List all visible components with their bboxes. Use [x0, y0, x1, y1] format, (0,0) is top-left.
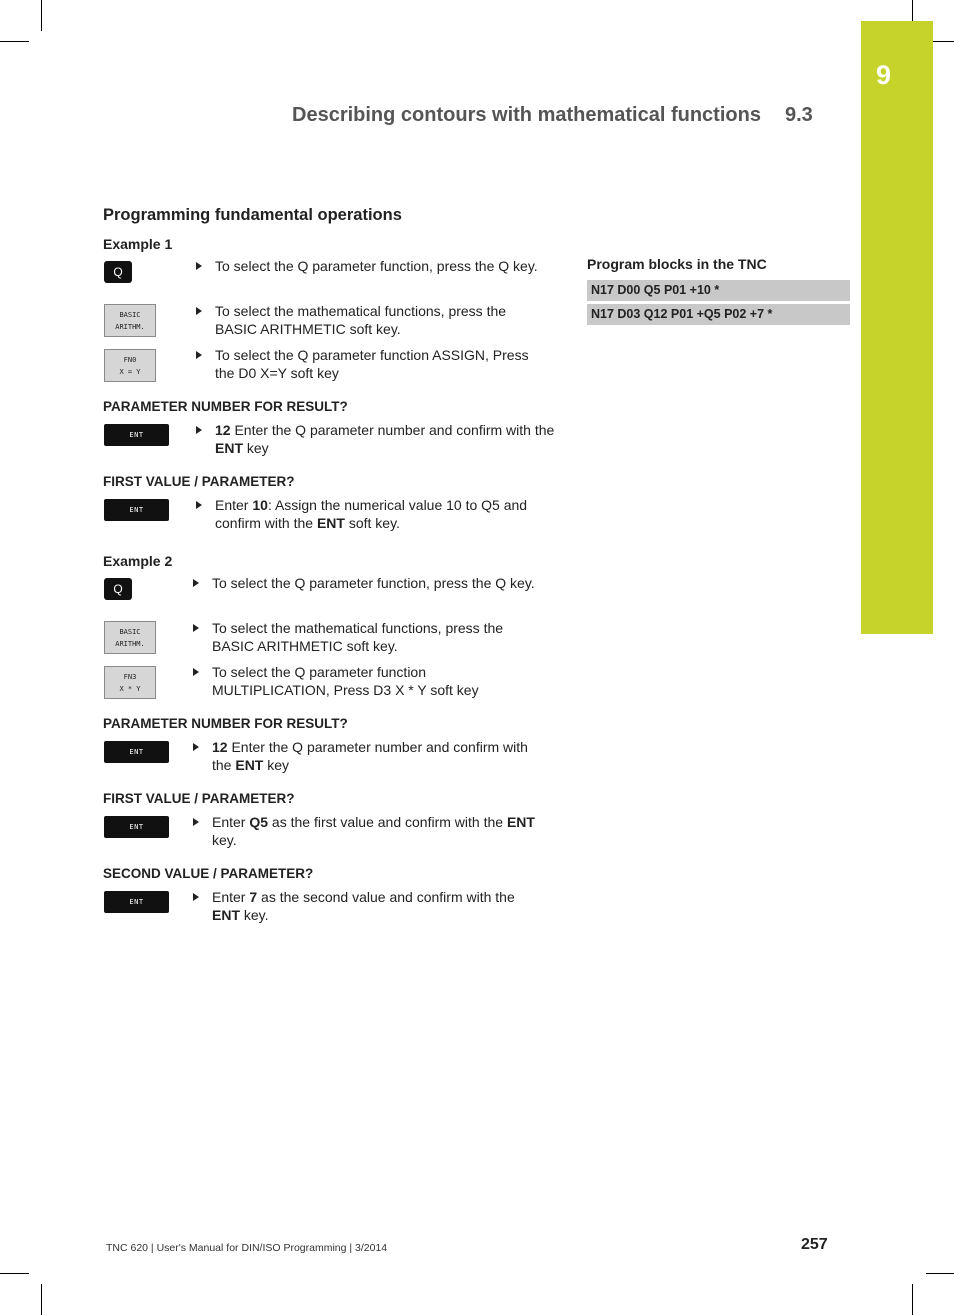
basic-arithmetic-softkey: BASIC ARITHM. [104, 304, 156, 337]
section-number: 9.3 [784, 104, 813, 126]
dialog-prompt: PARAMETER NUMBER FOR RESULT? [103, 399, 348, 414]
basic-arithmetic-softkey: BASIC ARITHM. [104, 621, 156, 654]
ent-key: ENT [104, 891, 169, 913]
footer-text: TNC 620 | User's Manual for DIN/ISO Programming | 3/2014 [106, 1242, 388, 1254]
running-title: Describing contours with mathematical functions [292, 104, 761, 126]
q-key: Q [104, 578, 132, 600]
program-block-row: N17 D00 Q5 P01 +10 * [587, 280, 850, 301]
step-item: Enter 10: Assign the numerical value 10 to Q5 and confirm with the ENT soft key. [196, 496, 548, 532]
step-item: To select the Q parameter function ASSIGN, Press the D0 X=Y soft key [196, 346, 546, 382]
bullet-arrow-icon [193, 579, 199, 587]
step-item: Enter 7 as the second value and confirm with the ENT key. [193, 888, 543, 924]
ent-key: ENT [104, 499, 169, 521]
crop-mark [912, 0, 913, 22]
step-item: 12 Enter the Q parameter number and confirm with the ENT key [193, 738, 533, 774]
dialog-prompt: SECOND VALUE / PARAMETER? [103, 866, 314, 881]
bullet-arrow-icon [193, 624, 199, 632]
bullet-arrow-icon [193, 668, 199, 676]
crop-mark [0, 41, 29, 42]
step-item: To select the mathematical functions, press the BASIC ARITHMETIC soft key. [193, 619, 543, 655]
crop-mark [41, 1284, 42, 1315]
dialog-prompt: PARAMETER NUMBER FOR RESULT? [103, 716, 348, 731]
running-header [292, 104, 813, 127]
dialog-prompt: FIRST VALUE / PARAMETER? [103, 474, 295, 489]
example-2-label: Example 2 [103, 553, 173, 569]
dialog-prompt: FIRST VALUE / PARAMETER? [103, 791, 295, 806]
bullet-arrow-icon [196, 351, 202, 359]
page-number: 257 [801, 1236, 828, 1253]
bullet-arrow-icon [193, 743, 199, 751]
bullet-arrow-icon [193, 818, 199, 826]
bullet-arrow-icon [196, 501, 202, 509]
crop-mark [926, 1273, 954, 1274]
crop-mark [912, 1284, 913, 1315]
bullet-arrow-icon [196, 426, 202, 434]
q-key: Q [104, 261, 132, 283]
section-title: Programming fundamental operations [103, 206, 402, 224]
program-block-row: N17 D03 Q12 P01 +Q5 P02 +7 * [587, 304, 850, 325]
step-item: 12 Enter the Q parameter number and confirm with the ENT key [196, 421, 556, 457]
fn3-softkey: FN3 X * Y [104, 666, 156, 699]
step-item: To select the Q parameter function, press the Q key. [196, 257, 558, 275]
crop-mark [0, 1273, 29, 1274]
bullet-arrow-icon [196, 307, 202, 315]
chapter-number: 9 [876, 60, 892, 90]
program-blocks-title: Program blocks in the TNC [587, 256, 767, 272]
bullet-arrow-icon [193, 893, 199, 901]
example-1-label: Example 1 [103, 236, 173, 252]
step-item: To select the mathematical functions, press the BASIC ARITHMETIC soft key. [196, 302, 546, 338]
step-item: To select the Q parameter function, press the Q key. [193, 574, 538, 592]
bullet-arrow-icon [196, 262, 202, 270]
step-item: Enter Q5 as the first value and confirm with the ENT key. [193, 813, 538, 849]
ent-key: ENT [104, 424, 169, 446]
ent-key: ENT [104, 741, 169, 763]
fn0-softkey: FN0 X = Y [104, 349, 156, 382]
chapter-tab [861, 21, 933, 634]
ent-key: ENT [104, 816, 169, 838]
crop-mark [41, 0, 42, 31]
step-item: To select the Q parameter function MULTIPLICATION, Press D3 X * Y soft key [193, 663, 513, 699]
